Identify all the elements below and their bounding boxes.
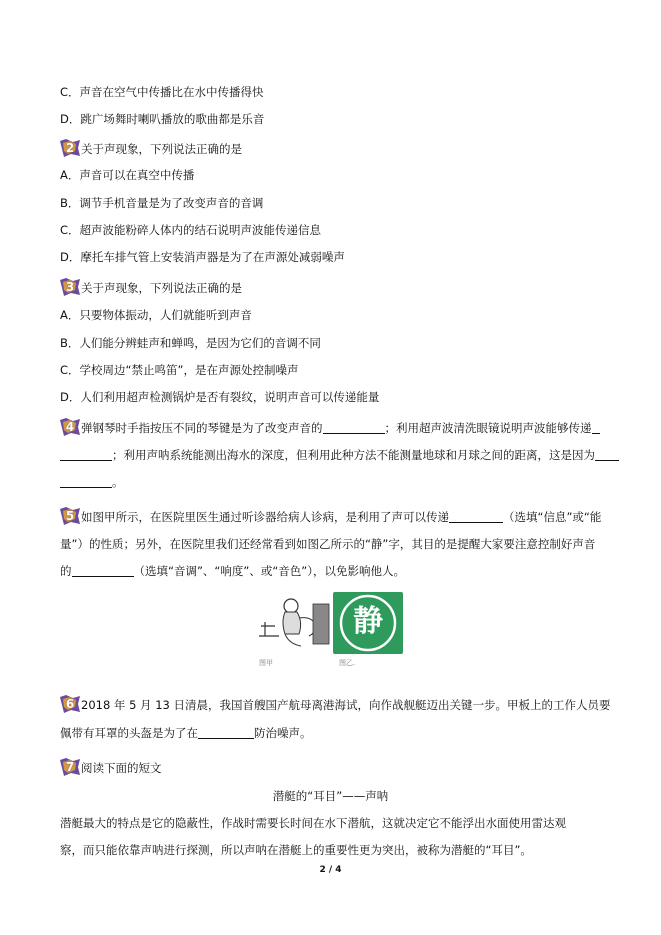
q3-option-d: D．人们利用超声检测锅炉是否有裂纹，说明声音可以传递能量 bbox=[60, 390, 380, 404]
page-number: 2 / 4 bbox=[319, 865, 342, 875]
question-5-line-3 bbox=[60, 563, 405, 579]
question-7-stem-line bbox=[60, 758, 162, 776]
question-2-stem-line bbox=[60, 139, 242, 157]
q4-blank-2-start[interactable] bbox=[592, 421, 600, 434]
quiet-sign bbox=[333, 592, 403, 654]
q3-option-b: B．人们能分辨蛙声和蝉鸣，是因为它们的音调不同 bbox=[60, 336, 321, 350]
q4-blank-3-start[interactable] bbox=[595, 448, 619, 461]
q6-text-part1: 2018 年 5 月 13 日清晨，我国首艘国产航母离港海试，向作战舰艇迈出关键一步。甲板上的工作人员要 bbox=[81, 698, 611, 712]
option-c-prev: C．声音在空气中传播比在水中传播得快 bbox=[60, 85, 264, 99]
q5-text-part5: （选填“音调”、“响度”、或“音色”），以免影响他人。 bbox=[133, 564, 405, 578]
q4-text-part3: ；利用声呐系统能测出海水的深度，但利用此种方法不能测量地球和月球之间的距离，这是因为 bbox=[112, 448, 595, 462]
q2-option-a: A．声音可以在真空中传播 bbox=[60, 168, 195, 182]
question-number-badge-icon: 4 bbox=[60, 418, 80, 436]
q6-text-part3: 防治噪声。 bbox=[254, 726, 312, 740]
q5-text-part4: 的 bbox=[60, 564, 72, 578]
question-5-line-1 bbox=[60, 507, 601, 525]
q6-text-part2: 佩带有耳罩的头盔是为了在 bbox=[60, 726, 198, 740]
question-number-badge-icon: 3 bbox=[60, 278, 80, 296]
question-5-line-2: 量”）的性质；另外，在医院里我们还经常看到如图乙所示的“静”字，其目的是提醒大家要注意控制好声音 bbox=[60, 537, 596, 551]
question-2-stem: 关于声现象，下列说法正确的是 bbox=[81, 142, 242, 156]
question-number-badge-icon: 2 bbox=[60, 139, 80, 157]
q5-blank-2[interactable] bbox=[72, 564, 134, 577]
q4-blank-3[interactable] bbox=[60, 475, 112, 488]
q4-text-part2: ；利用超声波清洗眼镜说明声波能够传递 bbox=[384, 421, 592, 435]
q3-option-a: A．只要物体振动，人们就能听到声音 bbox=[60, 308, 252, 322]
q2-option-b: B．调节手机音量是为了改变声音的音调 bbox=[60, 196, 264, 210]
q4-text-part4: 。 bbox=[112, 475, 124, 489]
q5-text-part2: （选填“信息”或“能 bbox=[503, 510, 602, 524]
article-paragraph-line-1: 潜艇最大的特点是它的隐蔽性，作战时需要长时间在水下潜航，这就决定它不能浮出水面使用雷达观 bbox=[60, 816, 566, 830]
figure-caption-b: 图乙. bbox=[339, 659, 356, 667]
figure-caption-a: 图甲 bbox=[259, 659, 273, 667]
q2-option-d: D．摩托车排气管上安装消声器是为了在声源处减弱噪声 bbox=[60, 250, 345, 264]
q6-blank-1[interactable] bbox=[198, 726, 254, 739]
question-4-line-3 bbox=[60, 474, 124, 490]
q4-blank-2[interactable] bbox=[60, 448, 112, 461]
question-6-line-2 bbox=[60, 725, 312, 741]
option-d-prev: D．跳广场舞时喇叭播放的歌曲都是乐音 bbox=[60, 112, 265, 126]
question-number-badge-icon: 6 bbox=[60, 695, 80, 713]
stethoscope-doctor-icon bbox=[255, 592, 333, 654]
question-number-badge-icon: 7 bbox=[60, 758, 80, 776]
q5-blank-1[interactable] bbox=[449, 510, 503, 523]
question-3-stem-line bbox=[60, 278, 242, 296]
question-4-line-2 bbox=[60, 447, 619, 463]
article-paragraph-line-2: 察，而只能依靠声呐进行探测，所以声呐在潜艇上的重要性更为突出，被称为潜艇的“耳目”。 bbox=[60, 843, 532, 857]
quiet-sign-character: 静 bbox=[353, 604, 383, 639]
figure-stethoscope-and-quiet-sign bbox=[255, 592, 405, 672]
question-4-line-1 bbox=[60, 418, 600, 436]
q4-text-part1: 弹钢琴时手指按压不同的琴键是为了改变声音的 bbox=[81, 421, 323, 435]
article-title: 潜艇的“耳目”——声呐 bbox=[272, 789, 389, 803]
question-number-badge-icon: 5 bbox=[60, 507, 80, 525]
question-7-stem: 阅读下面的短文 bbox=[81, 761, 162, 775]
q2-option-c: C．超声波能粉碎人体内的结石说明声波能传递信息 bbox=[60, 223, 322, 237]
q5-text-part1: 如图甲所示，在医院里医生通过听诊器给病人诊病，是利用了声可以传递 bbox=[81, 510, 449, 524]
question-6-line-1 bbox=[60, 695, 611, 713]
q4-blank-1[interactable] bbox=[323, 421, 385, 434]
question-3-stem: 关于声现象，下列说法正确的是 bbox=[81, 281, 242, 295]
q3-option-c: C．学校周边“禁止鸣笛”，是在声源处控制噪声 bbox=[60, 363, 299, 377]
